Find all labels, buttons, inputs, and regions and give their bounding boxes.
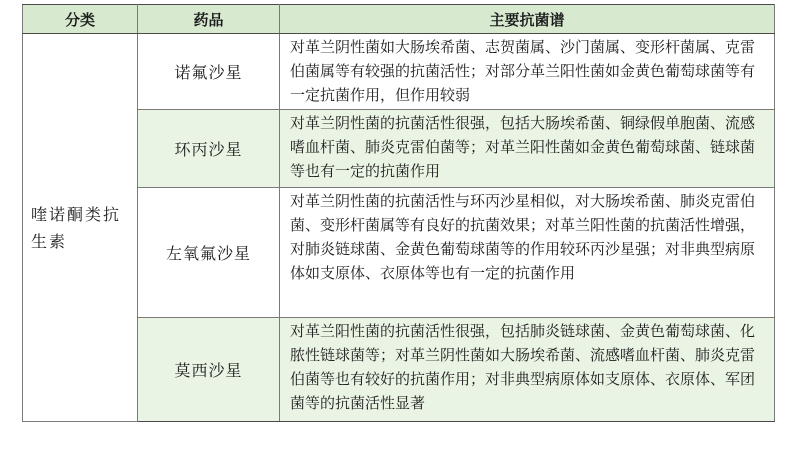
spectrum-text: 对革兰阴性菌的抗菌活性很强，包括大肠埃希菌、铜绿假单胞菌、流感嗜血杆菌、肺炎克雷伯菌等；对革兰阳性菌如金黄色葡萄球菌、链球菌等也有一定的抗菌作用 [280,110,775,188]
antibiotic-spectrum-table [22,4,775,422]
spectrum-text: 对革兰阴性菌如大肠埃希菌、志贺菌属、沙门菌属、变形杆菌属、克雷伯菌属等有较强的抗菌活性；对部分革兰阳性菌如金黄色葡萄球菌等有一定抗菌作用，但作用较弱 [280,34,775,110]
header-spectrum: 主要抗菌谱 [280,5,775,34]
antibiotic-table-container [22,4,774,422]
spectrum-text: 对革兰阴性菌的抗菌活性与环丙沙星相似，对大肠埃希菌、肺炎克雷伯菌、变形杆菌属等有良好的抗菌效果；对革兰阳性菌的抗菌活性增强，对肺炎链球菌、金黄色葡萄球菌等的作用较环丙沙星强；对非典型病原体如支原体、衣原体等也有一定的抗菌作用 [280,188,775,318]
table-header-row [23,5,775,34]
table-row [23,34,775,110]
category-cell: 喹诺酮类抗生素 [23,34,138,422]
spectrum-text: 对革兰阳性菌的抗菌活性很强，包括肺炎链球菌、金黄色葡萄球菌、化脓性链球菌等；对革兰阴性菌如大肠埃希菌、流感嗜血杆菌、肺炎克雷伯菌等也有较好的抗菌作用；对非典型病原体如支原体、衣原体、军团菌等的抗菌活性显著 [280,318,775,422]
drug-name: 莫西沙星 [138,318,280,422]
drug-name: 诺氟沙星 [138,34,280,110]
header-category: 分类 [23,5,138,34]
drug-name: 左氧氟沙星 [138,188,280,318]
header-drug: 药品 [138,5,280,34]
drug-name: 环丙沙星 [138,110,280,188]
